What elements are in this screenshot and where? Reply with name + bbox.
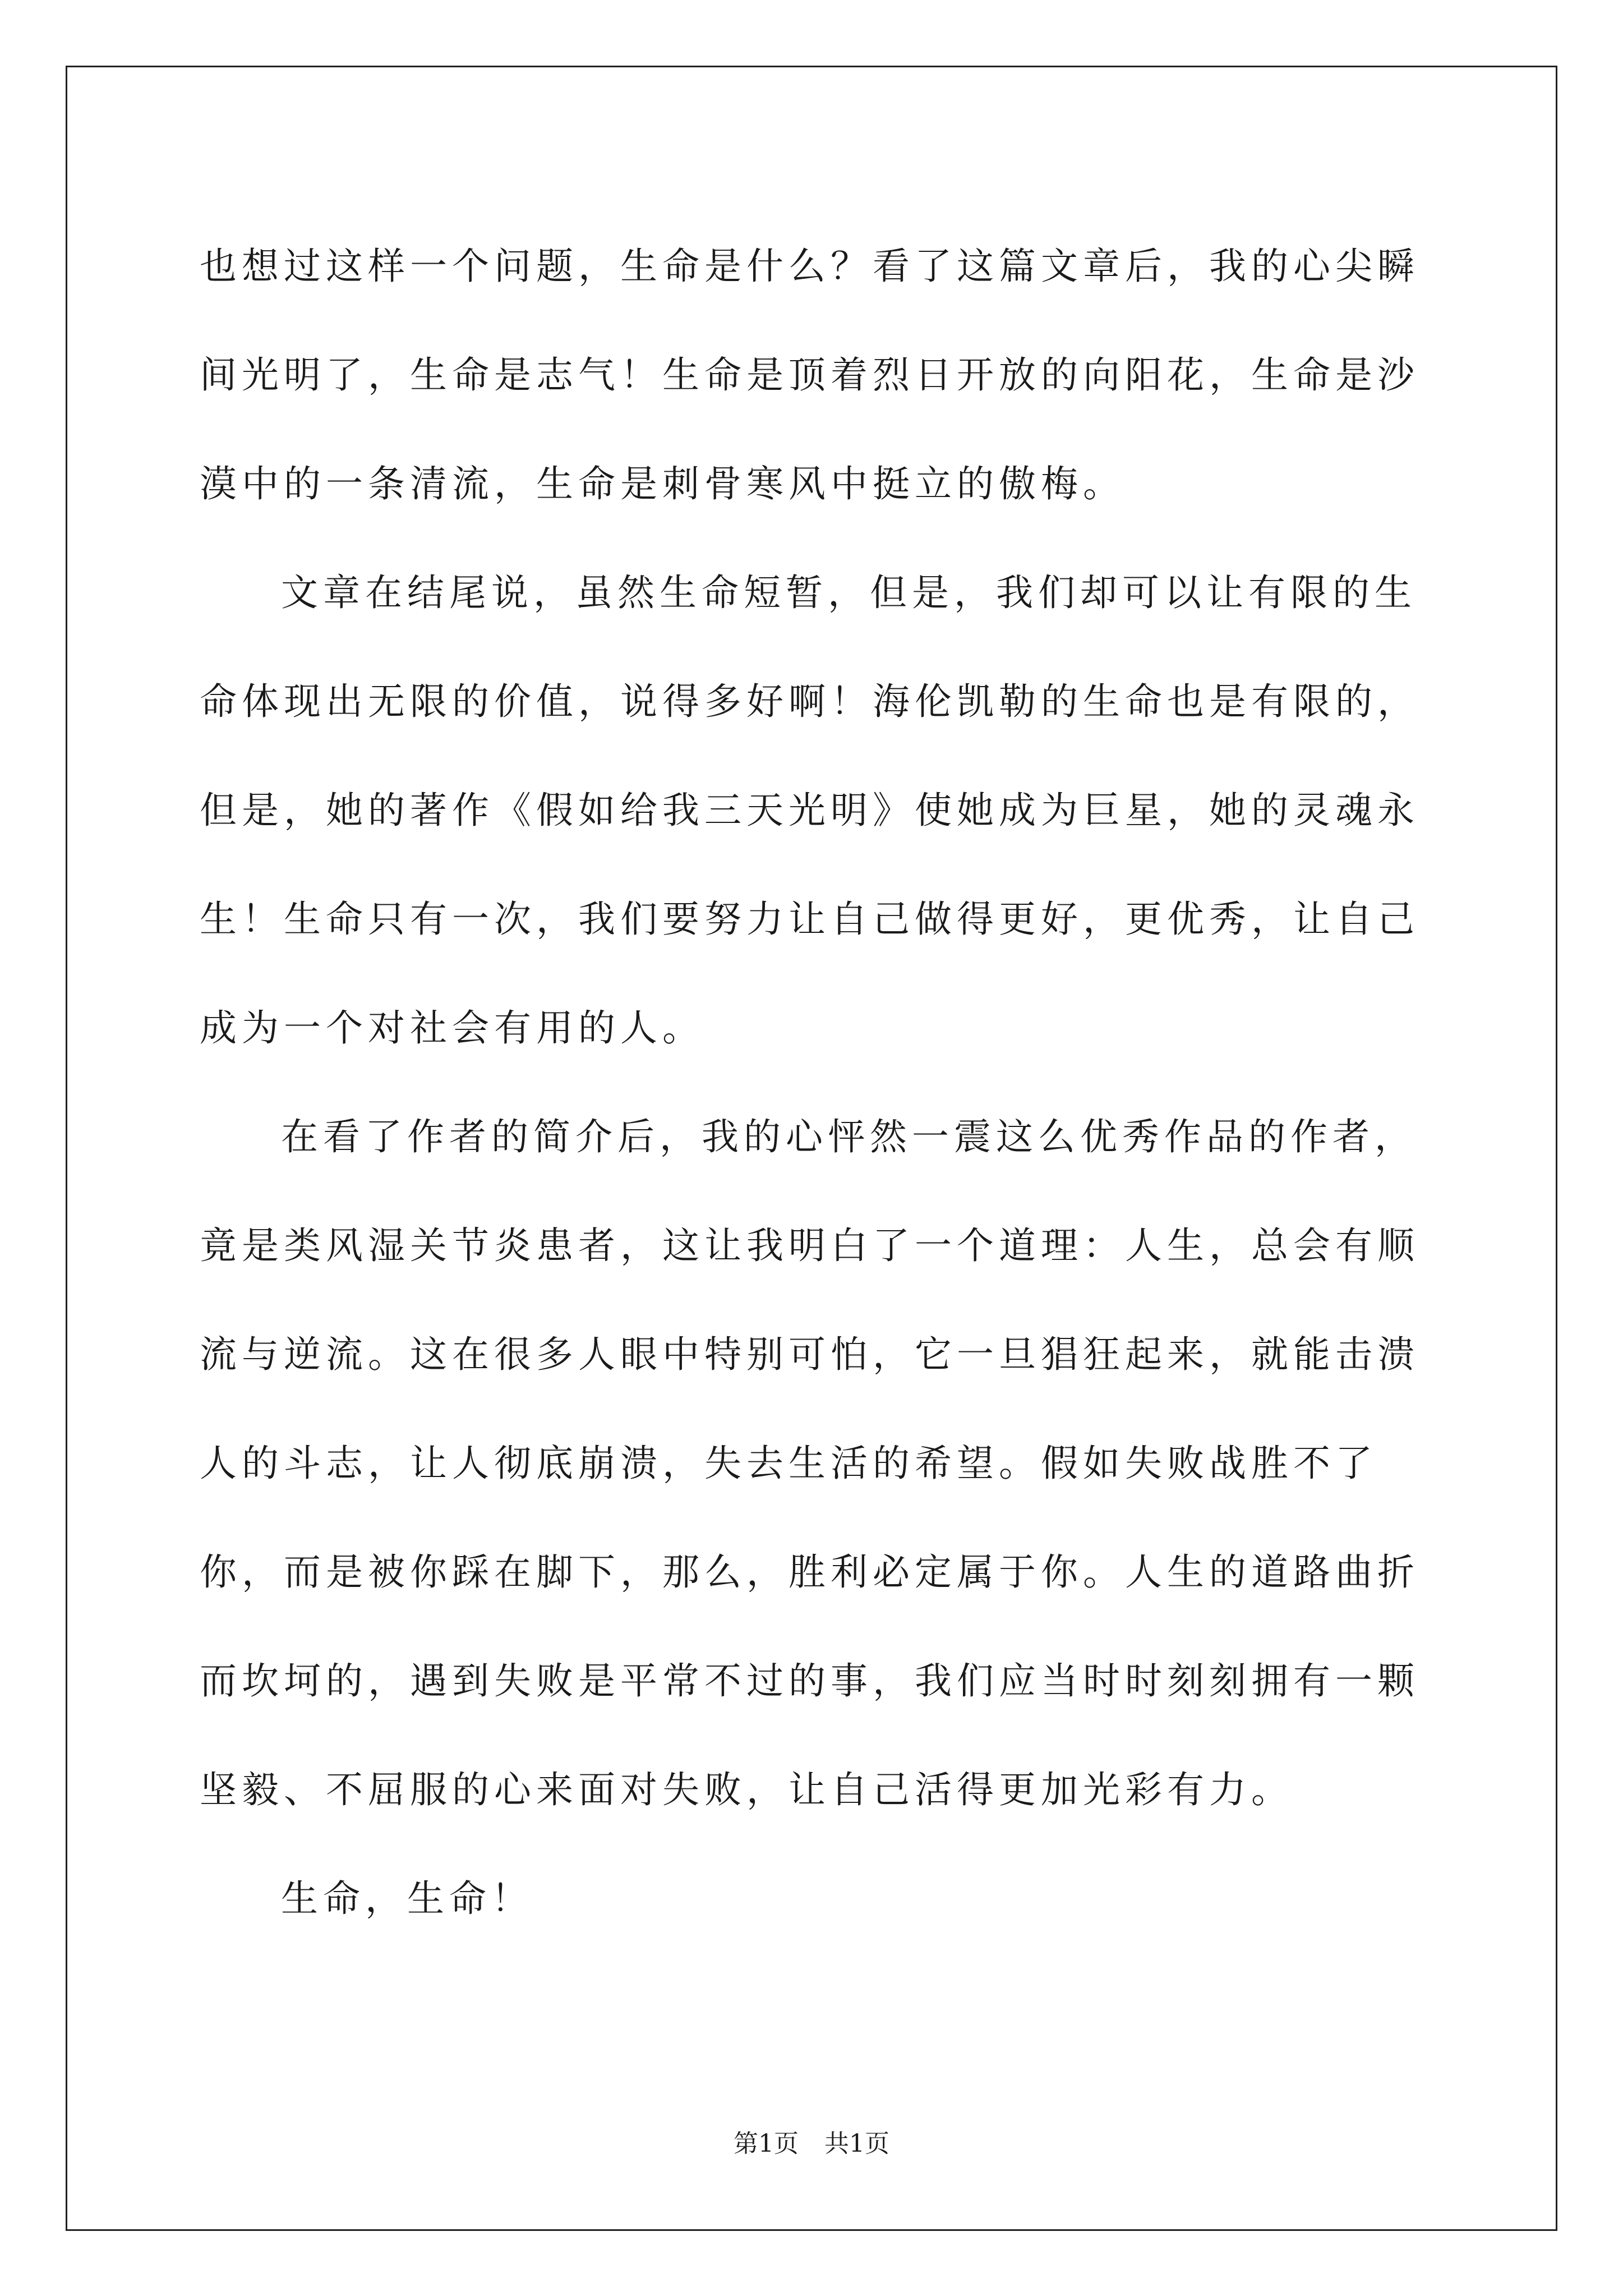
paragraph-1: 也想过这样一个问题，生命是什么？看了这篇文章后，我的心尖瞬间光明了，生命是志气！生命是顶着烈日开放的向阳花，生命是沙漠中的一条清流，生命是刺骨寒风中挺立的傲梅。 xyxy=(200,245,1419,505)
page-footer xyxy=(0,2127,1623,2161)
page-number: 第1页 xyxy=(734,2129,799,2158)
paragraph-2: 文章在结尾说，虽然生命短暂，但是，我们却可以让有限的生命体现出无限的价值，说得多好啊！海伦凯勒的生命也是有限的，但是，她的著作《假如给我三天光明》使她成为巨星，她的灵魂永生！生命只有一次，我们要努力让自己做得更好，更优秀，让自己成为一个对社会有用的人。 xyxy=(200,571,1419,1050)
page-total: 共1页 xyxy=(824,2129,889,2158)
paragraph-3: 在看了作者的简介后，我的心怦然一震这么优秀作品的作者，竟是类风湿关节炎患者，这让我明白了一个道理：人生，总会有顺流与逆流。这在很多人眼中特别可怕，它一旦猖狂起来，就能击溃人的斗志，让人彻底崩溃，失去生活的希望。假如失败战胜不了你，而是被你踩在脚下，那么，胜利必定属于你。人生的道路曲折而坎坷的，遇到失败是平常不过的事，我们应当时时刻刻拥有一颗坚毅、不屈服的心来面对失败，让自己活得更加光彩有力。 xyxy=(200,1115,1419,1811)
document-body xyxy=(200,212,1433,1953)
paragraph-4: 生命，生命！ xyxy=(281,1877,533,1920)
